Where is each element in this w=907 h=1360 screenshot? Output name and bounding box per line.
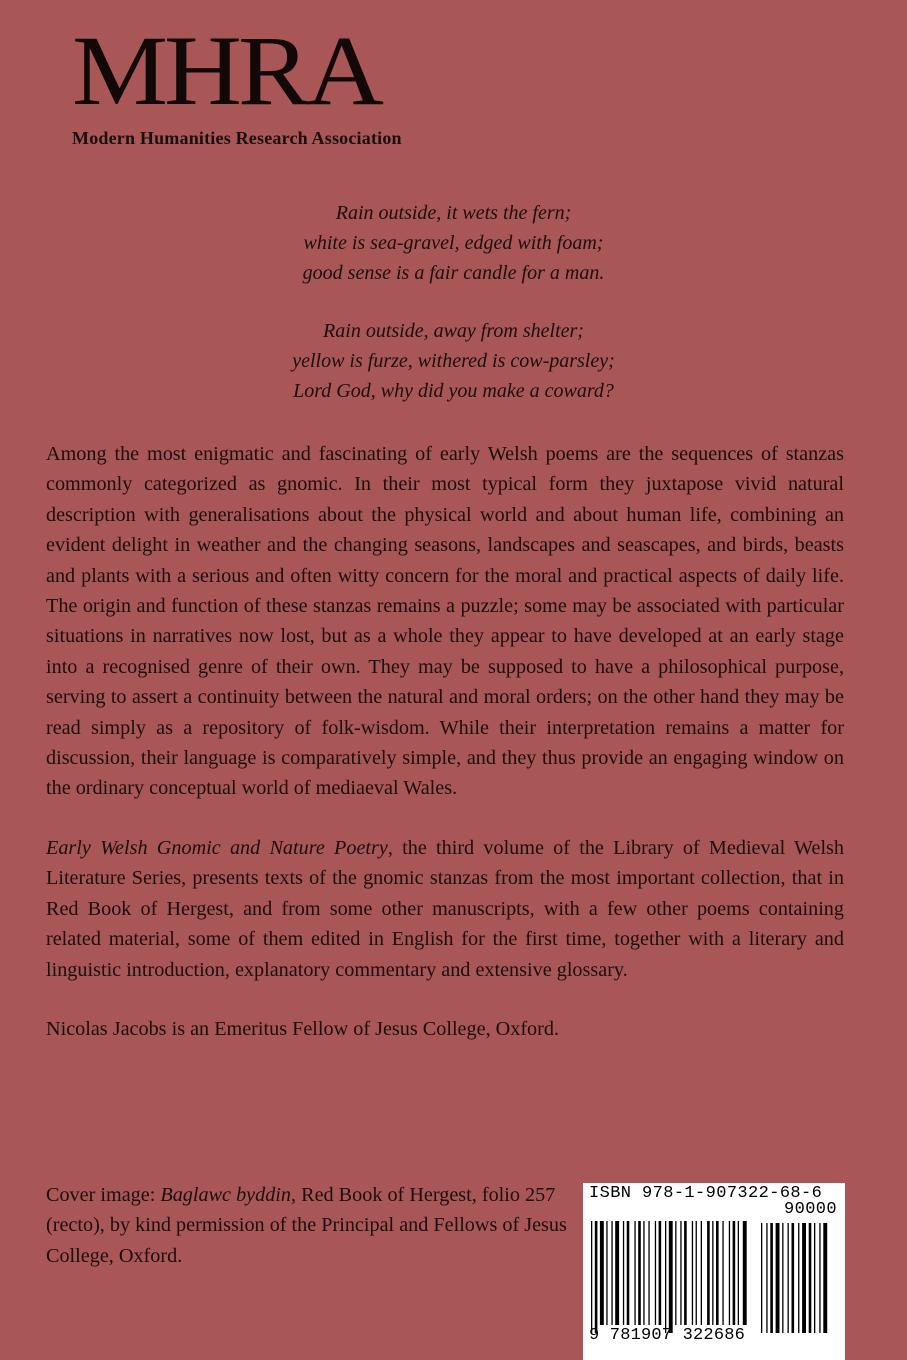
barcode-bar	[819, 1223, 820, 1333]
barcode-bar	[669, 1221, 673, 1333]
barcode-bar	[776, 1223, 780, 1333]
barcode-bar	[684, 1221, 687, 1325]
barcode-bar	[729, 1221, 730, 1325]
logo-mark: MHRA	[72, 16, 381, 126]
publisher-full-name: Modern Humanities Research Association	[72, 128, 402, 148]
series-paragraph-text: , the third volume of the Library of Medieval Welsh Literature Series, presents texts of the gnomic stanzas from the most important collection, that in Red Book of Hergest, and from some other manuscripts, with a few other poems containing related material, some of them edited in English for the first time, together with a literary and linguistic introduction, explanatory commentary and extensive glossary.	[46, 836, 844, 981]
barcode-bar	[606, 1221, 607, 1325]
barcode-bar	[595, 1221, 598, 1333]
epigraph-poem	[0, 198, 907, 434]
cover-credit-prefix: Cover image:	[46, 1184, 161, 1206]
blurb	[46, 439, 844, 1044]
barcode-bar	[792, 1223, 795, 1333]
cover-credit	[46, 1180, 576, 1271]
barcode-bar	[659, 1221, 662, 1325]
barcode-bar	[814, 1223, 815, 1333]
isbn-barcode	[583, 1183, 845, 1360]
barcode-bar	[611, 1221, 612, 1325]
poem-stanza	[0, 316, 907, 406]
barcode-bar	[665, 1221, 666, 1333]
barcode-bar	[707, 1221, 710, 1325]
price-code: 90000	[783, 1200, 837, 1219]
barcode-bar	[722, 1221, 723, 1325]
poem-line: Rain outside, it wets the fern;	[335, 202, 572, 224]
barcode-bar	[638, 1221, 641, 1325]
book-title: Early Welsh Gnomic and Nature Poetry	[46, 836, 388, 859]
barcode-bar	[680, 1221, 681, 1325]
barcode-bar	[696, 1221, 697, 1325]
barcode-bar	[770, 1223, 773, 1333]
barcode-bar	[782, 1223, 783, 1333]
poem-stanza	[0, 198, 907, 288]
barcode-bar	[701, 1221, 702, 1325]
barcode-bar	[648, 1221, 649, 1325]
barcode-bar	[766, 1223, 767, 1333]
barcode-bar	[692, 1221, 693, 1325]
barcode-bar	[627, 1221, 630, 1325]
poem-line: Lord God, why did you make a coward?	[293, 380, 614, 402]
poem-line: good sense is a fair candle for a man.	[302, 262, 605, 284]
barcode-bar	[733, 1221, 736, 1325]
barcode-bar	[798, 1223, 799, 1333]
isbn-text: ISBN 978-1-907322-68-6	[589, 1184, 823, 1203]
poem-line: Rain outside, away from shelter;	[323, 320, 584, 342]
barcode-bar	[738, 1221, 739, 1325]
barcode-bar	[788, 1223, 789, 1333]
series-paragraph	[46, 833, 844, 985]
cover-image-title: Baglawc byddin	[160, 1184, 292, 1206]
barcode-bar	[591, 1221, 592, 1333]
barcode-bar	[634, 1221, 635, 1325]
barcode-bar	[809, 1223, 812, 1333]
barcode-bar	[655, 1221, 656, 1325]
barcode-bar	[716, 1221, 719, 1325]
publisher-logo	[72, 16, 402, 148]
barcode-bar	[600, 1221, 604, 1325]
author-bio: Nicolas Jacobs is an Emeritus Fellow of Jesus College, Oxford.	[46, 1017, 560, 1040]
barcode-bar	[743, 1221, 747, 1325]
barcode-bar	[623, 1221, 624, 1325]
barcode-bar	[802, 1223, 806, 1333]
poem-line: yellow is furze, withered is cow-parsley;	[292, 350, 615, 372]
barcode-bar	[643, 1221, 644, 1325]
barcode-bar	[823, 1223, 827, 1333]
poem-line: white is sea-gravel, edged with foam;	[303, 232, 604, 254]
barcode-bar	[761, 1223, 762, 1333]
barcode-bar	[675, 1221, 676, 1325]
barcode-bar	[712, 1221, 713, 1325]
barcode-bar	[615, 1221, 619, 1325]
description-paragraph: Among the most enigmatic and fascinating of early Welsh poems are the sequences of stanzas commonly categorized as gnomic. In their most typical form they juxtapose vivid natural description with generalisations about the physical world and about human life, combining an evident delight in weather and the changing seasons, landscapes and seascapes, and birds, beasts and plants with a serious and often witty concern for the moral and practical aspects of daily life. The origin and function of these stanzas remains a puzzle; some may be associated with particular situations in narratives now lost, but as a whole they appear to have developed at an early stage into a recognised genre of their own. They may be supposed to have a philosophical purpose, serving to assert a continuity between the natural and moral orders; on the other hand they may be read simply as a repository of folk-wisdom. While their interpretation remains a matter for discussion, their language is comparatively simple, and they thus provide an engaging window on the ordinary conceptual world of mediaeval Wales.	[46, 443, 844, 800]
cover-credit-text: , Red Book of Hergest, folio 257 (recto), by kind permission of the Principal and Fellows of Jesus College, Oxford.	[46, 1184, 567, 1267]
ean-digits: 9 781907 322686	[589, 1326, 746, 1345]
